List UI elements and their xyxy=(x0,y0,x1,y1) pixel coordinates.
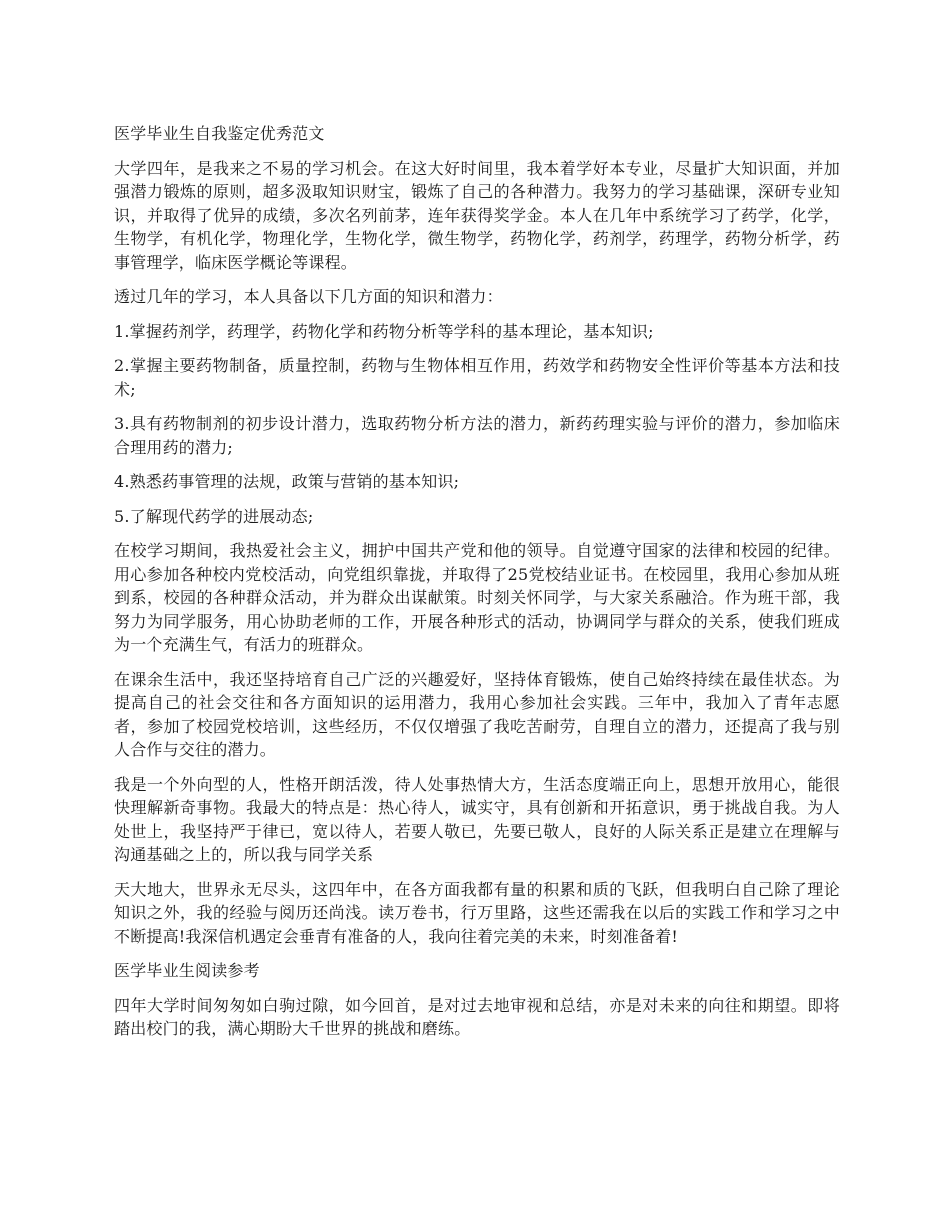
paragraph-reference: 四年大学时间匆匆如白驹过隙，如今回首，是对过去地审视和总结，亦是对未来的向往和期望。即将踏出校门的我，满心期盼大千世界的挑战和磨练。 xyxy=(114,995,840,1038)
list-item-2: 2.掌握主要药物制备，质量控制，药物与生物体相互作用，药效学和药物安全性评价等基本方法和技术; xyxy=(114,356,840,399)
list-item-1: 1.掌握药剂学，药理学，药物化学和药物分析等学科的基本理论，基本知识; xyxy=(114,321,654,341)
section-heading-reference: 医学毕业生阅读参考 xyxy=(114,961,260,980)
paragraph-abilities-lead: 透过几年的学习，本人具备以下几方面的知识和潜力： xyxy=(114,287,503,306)
paragraph-personality: 我是一个外向型的人，性格开朗活泼，待人处事热情大方，生活态度端正向上，思想开放用心，能很快理解新奇事物。我最大的特点是：热心待人，诚实守，具有创新和开拓意识，勇于挑战自我。为人处世上，我坚持严于律已，宽以待人，若要人敬已，先要已敬人，良好的人际关系正是建立在理解与沟通基础之上的，所以我与同学关系 xyxy=(114,774,840,864)
paragraph-outlook: 天大地大，世界永无尽头，这四年中，在各方面我都有量的积累和质的飞跃，但我明白自己除了理论知识之外，我的经验与阅历还尚浅。读万卷书，行万里路，这些还需我在以后的实践工作和学习之中不断提高!我深信机遇定会垂青有准备的人，我向往着完美的未来，时刻准备着! xyxy=(114,879,840,946)
document-body xyxy=(114,122,840,1052)
list-item-3: 3.具有药物制剂的初步设计潜力，选取药物分析方法的潜力，新药药理实验与评价的潜力，参加临床合理用药的潜力; xyxy=(114,414,840,457)
list-item-5: 5.了解现代药学的进展动态; xyxy=(114,506,314,526)
list-item-4: 4.熟悉药事管理的法规，政策与营销的基本知识; xyxy=(114,472,460,491)
paragraph-extracurricular: 在课余生活中，我还坚持培育自己广泛的兴趣爱好，坚持体育锻炼，使自己始终持续在最佳状态。为提高自己的社会交往和各方面知识的运用潜力，我用心参加社会实践。三年中，我加入了青年志愿者，参加了校园党校培训，这些经历，不仅仅增强了我吃苦耐劳，自理自立的潜力，还提高了我与别人合作与交往的潜力。 xyxy=(114,669,840,759)
paragraph-intro: 大学四年，是我来之不易的学习机会。在这大好时间里，我本着学好本专业，尽量扩大知识面，并加强潜力锻炼的原则，超多汲取知识财宝，锻炼了自己的各种潜力。我努力的学习基础课，深研专业知识，并取得了优异的成绩，多次名列前茅，连年获得奖学金。本人在几年中系统学习了药学，化学，生物学，有机化学，物理化学，生物化学，微生物学，药物化学，药剂学，药理学，药物分析学，药事管理学，临床医学概论等课程。 xyxy=(114,158,840,272)
document-title: 医学毕业生自我鉴定优秀范文 xyxy=(114,124,325,143)
paragraph-campus-life: 在校学习期间，我热爱社会主义，拥护中国共产党和他的领导。自觉遵守国家的法律和校园的纪律。用心参加各种校内党校活动，向党组织靠拢，并取得了25党校结业证书。在校园里，我用心参加从班到系，校园的各种群众活动，并为群众出谋献策。时刻关怀同学，与大家关系融洽。作为班干部，我努力为同学服务，用心协助老师的工作，开展各种形式的活动，协调同学与群众的关系，使我们班成为一个充满生气，有活力的班群众。 xyxy=(114,541,840,654)
